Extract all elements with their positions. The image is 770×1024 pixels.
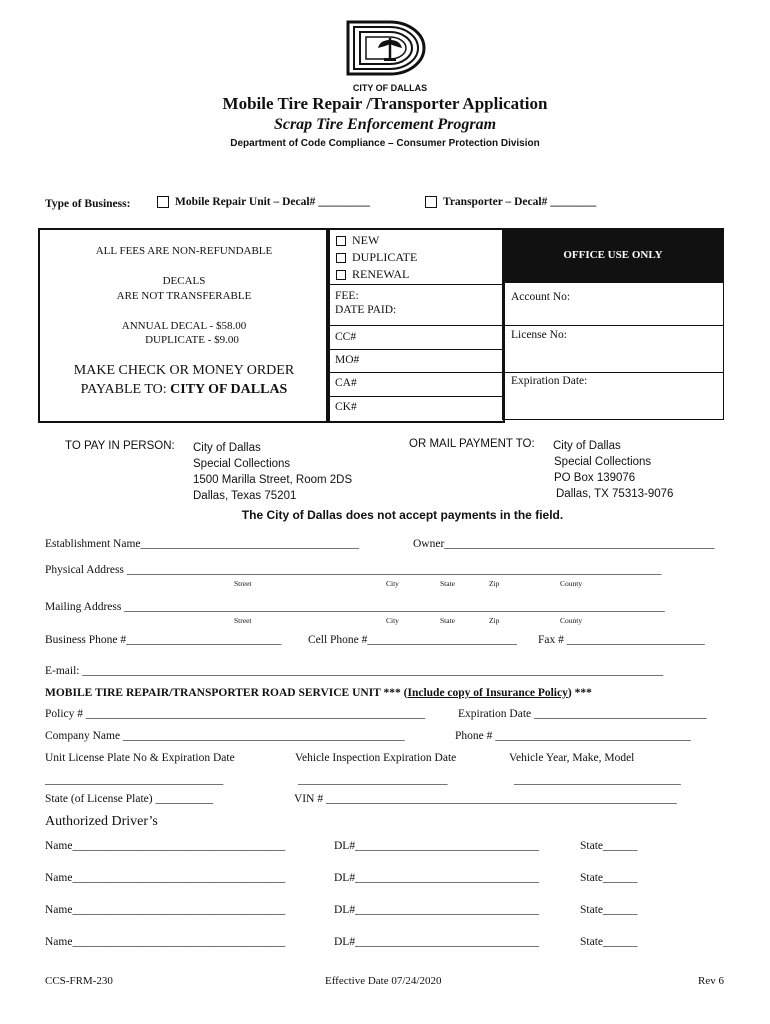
driver-name-field[interactable]: Name_____________________________________ xyxy=(45,840,286,852)
mobile-repair-checkbox[interactable] xyxy=(157,196,169,208)
driver-state-field[interactable]: State______ xyxy=(580,840,638,852)
driver-dl-field[interactable]: DL#________________________________ xyxy=(334,936,540,948)
insurance-policy-note: Include copy of Insurance Policy xyxy=(407,687,568,699)
duplicate-fee: DUPLICATE - $9.00 xyxy=(145,334,239,346)
divider xyxy=(328,349,502,350)
cc-field[interactable]: CC# xyxy=(335,331,357,343)
ca-field[interactable]: CA# xyxy=(335,377,357,389)
physical-county-caption: County xyxy=(560,579,583,588)
office-box xyxy=(502,283,724,420)
form-id: CCS-FRM-230 xyxy=(45,975,113,987)
pay-in-person-label: TO PAY IN PERSON: xyxy=(65,440,175,452)
account-no-field[interactable]: Account No: xyxy=(511,291,571,303)
not-transferable-text: ARE NOT TRANSFERABLE xyxy=(116,290,252,302)
vehicle-inspection-label: Vehicle Inspection Expiration Date xyxy=(295,752,457,764)
company-name-field[interactable]: Company Name _________________________________________________ xyxy=(45,730,405,742)
expiration-date-field[interactable]: Expiration Date: xyxy=(511,375,588,387)
cell-phone-field[interactable]: Cell Phone #__________________________ xyxy=(308,634,517,646)
fee-field[interactable]: FEE: xyxy=(335,290,359,302)
unit-plate-input[interactable]: _______________________________ xyxy=(45,774,224,786)
vehicle-year-input[interactable]: _____________________________ xyxy=(514,774,681,786)
driver-name-field[interactable]: Name_____________________________________ xyxy=(45,872,286,884)
non-refundable-text: ALL FEES ARE NON-REFUNDABLE xyxy=(95,245,273,257)
divider xyxy=(328,372,502,373)
mo-field[interactable]: MO# xyxy=(335,354,360,366)
vehicle-inspection-input[interactable]: __________________________ xyxy=(298,774,448,786)
business-type-label: Type of Business: xyxy=(45,198,131,210)
logo-text: CITY OF DALLAS xyxy=(352,83,428,93)
driver-state-field[interactable]: State______ xyxy=(580,936,638,948)
vehicle-year-label: Vehicle Year, Make, Model xyxy=(509,752,635,764)
office-use-only-label: OFFICE USE ONLY xyxy=(563,249,663,261)
payable-to-text xyxy=(40,382,328,398)
transporter-checkbox[interactable] xyxy=(425,196,437,208)
divider xyxy=(328,284,502,285)
pay-in-person-address: City of Dallas Special Collections 1500 Marilla Street, Room 2DS Dallas, Texas 75201 xyxy=(193,442,353,502)
office-header xyxy=(502,228,724,283)
driver-state-field[interactable]: State______ xyxy=(580,872,638,884)
no-field-payments-notice: The City of Dallas does not accept payments in the field. xyxy=(241,508,564,522)
transporter-option[interactable] xyxy=(425,196,596,208)
payable-to-label: PAYABLE TO: xyxy=(80,382,167,397)
physical-zip-caption: Zip xyxy=(489,579,500,588)
mailing-state-caption: State xyxy=(440,616,455,625)
effective-date: Effective Date 07/24/2020 xyxy=(325,975,442,987)
mail-payment-address: City of Dallas Special Collections PO Box 139076 Dallas, TX 75313-9076 xyxy=(553,440,674,500)
unit-plate-label: Unit License Plate No & Expiration Date xyxy=(45,752,235,764)
city-logo xyxy=(340,18,440,92)
new-checkbox[interactable] xyxy=(336,236,346,246)
mailing-zip-caption: Zip xyxy=(489,616,500,625)
license-no-field[interactable]: License No: xyxy=(511,329,567,341)
annual-decal-fee: ANNUAL DECAL - $58.00 xyxy=(121,320,247,332)
policy-field[interactable]: Policy # ___________________________________________________________ xyxy=(45,708,426,720)
divider xyxy=(328,325,502,326)
business-phone-field[interactable]: Business Phone #___________________________ xyxy=(45,634,282,646)
physical-address-field[interactable]: Physical Address _____________________________________________________________________________________________ xyxy=(45,564,662,576)
mobile-repair-label: Mobile Repair Unit – Decal# _________ xyxy=(175,196,370,208)
department-line: Department of Code Compliance – Consumer Protection Division xyxy=(230,138,540,149)
mailing-address-field[interactable]: Mailing Address ______________________________________________________________________________________________ xyxy=(45,601,665,613)
divider xyxy=(328,396,502,397)
fax-field[interactable]: Fax # ________________________ xyxy=(538,634,705,646)
policy-expiration-field[interactable]: Expiration Date ______________________________ xyxy=(458,708,707,720)
divider xyxy=(502,325,724,326)
mailing-street-caption: Street xyxy=(234,616,252,625)
payable-to-city: CITY OF DALLAS xyxy=(170,382,288,397)
company-phone-field[interactable]: Phone # __________________________________ xyxy=(455,730,691,742)
driver-dl-field[interactable]: DL#________________________________ xyxy=(334,872,540,884)
license-plate-state-field[interactable]: State (of License Plate) __________ xyxy=(45,793,213,805)
physical-street-caption: Street xyxy=(234,579,252,588)
transporter-label: Transporter – Decal# ________ xyxy=(443,196,597,208)
mobile-repair-option[interactable] xyxy=(157,196,370,208)
driver-dl-field[interactable]: DL#________________________________ xyxy=(334,840,540,852)
decals-text: DECALS xyxy=(162,275,206,287)
status-options xyxy=(336,232,417,283)
status-renewal[interactable]: RENEWAL xyxy=(336,266,417,283)
owner-field[interactable]: Owner_______________________________________________ xyxy=(413,538,715,550)
date-paid-field[interactable]: DATE PAID: xyxy=(335,304,397,316)
email-field[interactable]: E-mail: _____________________________________________________________________________________________________ xyxy=(45,665,664,677)
page-title: Mobile Tire Repair /Transporter Application xyxy=(222,94,548,113)
driver-state-field[interactable]: State______ xyxy=(580,904,638,916)
establishment-name-field[interactable]: Establishment Name______________________________________ xyxy=(45,538,359,550)
road-service-section-title: MOBILE TIRE REPAIR/TRANSPORTER ROAD SERVICE UNIT *** (Include copy of Insurance Policy) *** xyxy=(45,687,592,699)
make-check-text: MAKE CHECK OR MONEY ORDER xyxy=(73,363,295,378)
vin-field[interactable]: VIN # _____________________________________________________________ xyxy=(294,793,677,805)
physical-city-caption: City xyxy=(386,579,399,588)
ck-field[interactable]: CK# xyxy=(335,401,357,413)
driver-name-field[interactable]: Name_____________________________________ xyxy=(45,904,286,916)
physical-state-caption: State xyxy=(440,579,455,588)
renewal-checkbox[interactable] xyxy=(336,270,346,280)
mailing-county-caption: County xyxy=(560,616,583,625)
divider xyxy=(502,372,724,373)
status-new[interactable]: NEW xyxy=(336,232,417,249)
revision: Rev 6 xyxy=(698,975,724,987)
page-subtitle: Scrap Tire Enforcement Program xyxy=(273,116,497,133)
duplicate-checkbox[interactable] xyxy=(336,253,346,263)
driver-name-field[interactable]: Name_____________________________________ xyxy=(45,936,286,948)
mailing-city-caption: City xyxy=(386,616,399,625)
authorized-drivers-heading: Authorized Driver’s xyxy=(45,814,158,829)
mail-payment-label: OR MAIL PAYMENT TO: xyxy=(409,438,535,450)
status-duplicate[interactable]: DUPLICATE xyxy=(336,249,417,266)
driver-dl-field[interactable]: DL#________________________________ xyxy=(334,904,540,916)
dallas-d-logo-icon xyxy=(340,18,440,78)
